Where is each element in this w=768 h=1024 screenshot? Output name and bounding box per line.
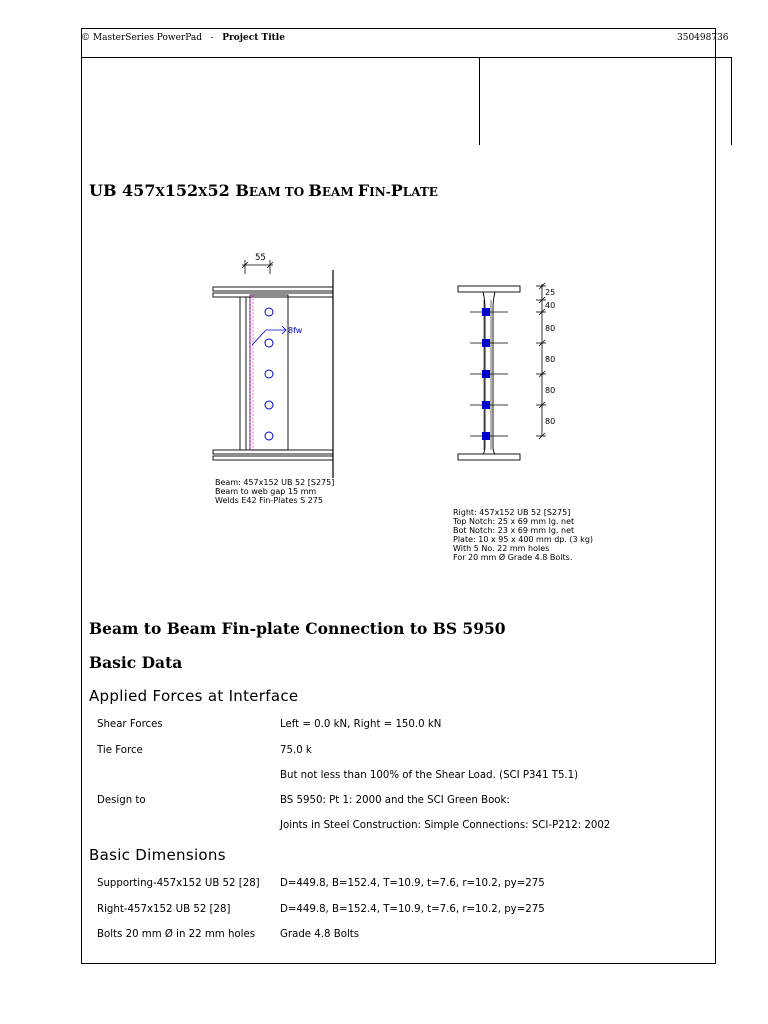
dimension-label: Bolts 20 mm Ø in 22 mm holes — [97, 929, 256, 940]
bolt — [482, 308, 490, 316]
bolt — [482, 370, 490, 378]
dim-label: 25 — [545, 288, 556, 297]
title-part: IN- — [369, 185, 391, 199]
dim-55: 55 — [255, 253, 266, 263]
force-value: But not less than 100% of the Shear Load. (SCI P341 T5.1) — [280, 770, 579, 781]
basic-data-heading: Basic Data — [89, 653, 183, 672]
force-value: BS 5950: Pt 1: 2000 and the SCI Green Book: — [280, 795, 510, 806]
elevation-drawing — [200, 250, 350, 515]
right-note: Right: 457x152 UB 52 [S275] — [453, 508, 571, 517]
dim-label: 80 — [545, 324, 556, 333]
right-note: Top Notch: 25 x 69 mm lg. net — [453, 517, 575, 526]
bolt-hole — [265, 339, 273, 347]
header-box-right-line — [731, 57, 732, 145]
header-box-mid-line — [479, 57, 480, 145]
force-value: Joints in Steel Construction: Simple Connections: SCI-P212: 2002 — [280, 820, 611, 831]
bolt — [482, 339, 490, 347]
title-part: LATE — [402, 185, 438, 199]
force-label: Shear Forces — [97, 719, 163, 730]
title-part: 152 — [164, 181, 199, 200]
dimension-value: D=449.8, B=152.4, T=10.9, t=7.6, r=10.2, py=275 — [280, 878, 545, 889]
bolt-hole — [265, 370, 273, 378]
force-label: Design to — [97, 795, 146, 806]
left-note: Welds E42 Fin-Plates S 275 — [215, 496, 323, 505]
header-box-left-line — [81, 57, 82, 145]
header-rule — [81, 57, 731, 58]
bolt — [482, 401, 490, 409]
dim-label: 80 — [545, 417, 556, 426]
dim-label: 80 — [545, 355, 556, 364]
section-drawing — [450, 278, 610, 568]
page-title — [89, 181, 438, 200]
main-heading: Beam to Beam Fin-plate Connection to BS 5950 — [89, 619, 506, 638]
reference-number: 350498736 — [677, 33, 729, 43]
right-note: Plate: 10 x 95 x 400 mm dp. (3 kg) — [453, 535, 594, 544]
title-part: P — [390, 181, 403, 200]
force-label: Tie Force — [97, 745, 143, 756]
bolt-hole — [265, 432, 273, 440]
basic-dimensions-heading: Basic Dimensions — [89, 846, 226, 864]
app-name: © MasterSeries PowerPad — [81, 33, 203, 43]
right-note: With 5 No. 22 mm holes — [453, 544, 550, 553]
project-title: Project Title — [222, 33, 285, 43]
force-value: Left = 0.0 kN, Right = 150.0 kN — [280, 719, 442, 730]
weld-label: 8fw — [288, 326, 303, 335]
dimension-value: Grade 4.8 Bolts — [280, 929, 360, 940]
bolt-hole — [265, 308, 273, 316]
dim-label: 80 — [545, 386, 556, 395]
title-part: EAM TO — [248, 185, 309, 199]
dimension-value: D=449.8, B=152.4, T=10.9, t=7.6, r=10.2, py=275 — [280, 904, 545, 915]
title-part: EAM — [321, 185, 358, 199]
title-part: X — [155, 185, 165, 199]
title-part: UB 457 — [89, 181, 156, 200]
title-part: B — [235, 181, 249, 200]
title-part: X — [198, 185, 208, 199]
bolt-hole — [265, 401, 273, 409]
header-left — [81, 33, 285, 43]
header-separator: - — [210, 33, 214, 43]
right-note: Bot Notch: 23 x 69 mm lg. net — [453, 526, 575, 535]
dimension-label: Supporting-457x152 UB 52 [28] — [97, 878, 260, 889]
dimension-label: Right-457x152 UB 52 [28] — [97, 904, 231, 915]
title-part: 52 — [207, 181, 236, 200]
left-note: Beam: 457x152 UB 52 [S275] — [215, 478, 335, 487]
right-note: For 20 mm Ø Grade 4.8 Bolts. — [453, 553, 573, 562]
title-part: F — [357, 181, 370, 200]
title-part: B — [308, 181, 322, 200]
left-note: Beam to web gap 15 mm — [215, 487, 317, 496]
applied-forces-heading: Applied Forces at Interface — [89, 687, 299, 705]
force-value: 75.0 k — [280, 745, 312, 756]
dim-label: 40 — [545, 301, 556, 310]
bolt — [482, 432, 490, 440]
